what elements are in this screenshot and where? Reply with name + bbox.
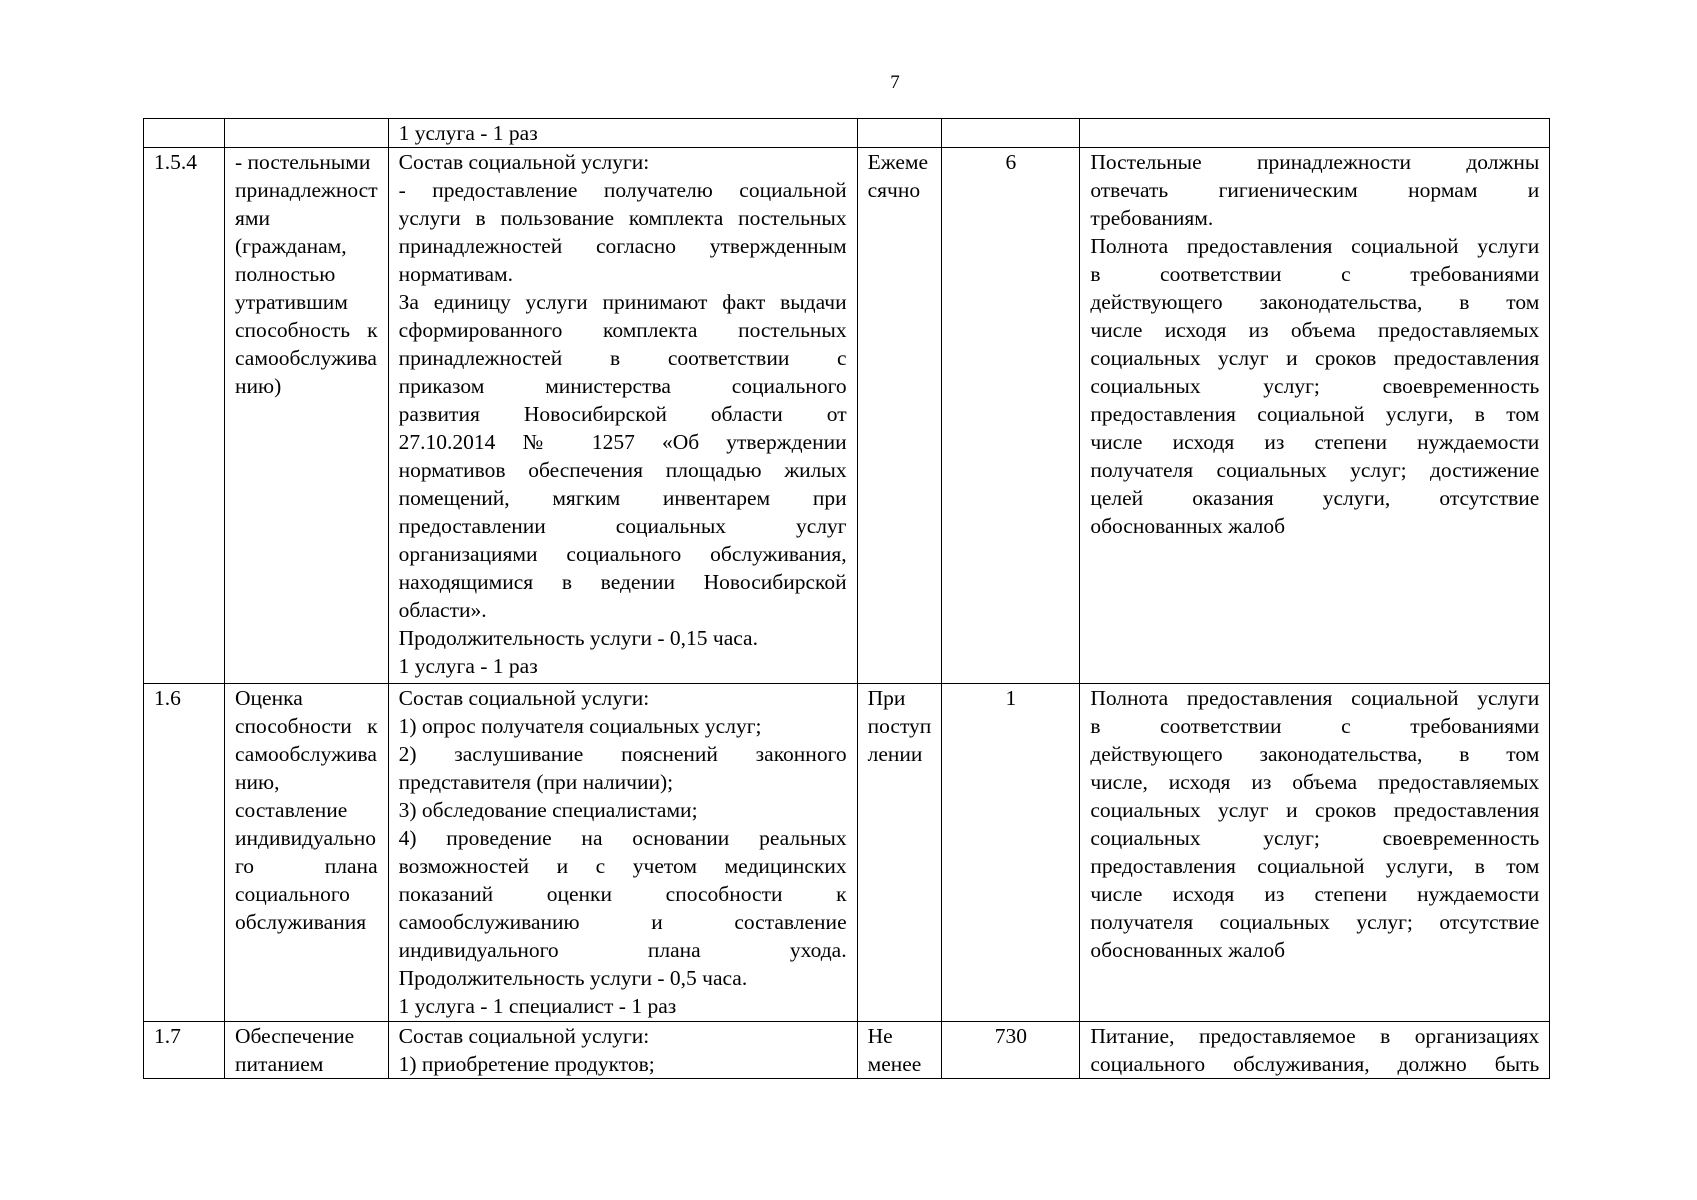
description-line: нормативов обеспечения площадью жилых: [398, 458, 847, 482]
description-line: Состав социальной услуги:: [398, 1024, 650, 1048]
description-line: За единицу услуги принимают факт выдачи: [398, 290, 847, 314]
description-line: 1) приобретение продуктов;: [398, 1052, 655, 1076]
name-line: социального: [235, 882, 350, 906]
service-description-cell: [388, 148, 857, 684]
criteria-line: социального обслуживания, должно быть: [1090, 1052, 1540, 1076]
frequency-line: Ежеме: [867, 150, 929, 174]
description-line: 1 услуга - 1 специалист - 1 раз: [398, 994, 677, 1018]
table-row: [144, 119, 1550, 148]
service-number-cell: 1.6: [144, 684, 225, 1022]
service-count-cell: 730: [942, 1022, 1080, 1079]
description-line: развития Новосибирской области от: [398, 402, 847, 426]
name-line: способность к: [235, 318, 378, 342]
service-name-cell: [225, 684, 389, 1022]
criteria-line: требованиям.: [1090, 206, 1214, 230]
criteria-line: числе исходя из объема предоставляемых: [1090, 318, 1540, 342]
frequency-line: поступ: [867, 714, 932, 738]
table-row: [144, 1022, 1550, 1079]
description-line: самообслуживанию и составление: [398, 910, 847, 934]
description-line: индивидуального плана ухода.: [398, 938, 847, 962]
description-line: - предоставление получателю социальной: [398, 178, 847, 202]
service-frequency-cell: [857, 119, 942, 148]
criteria-line: получателя социальных услуг; отсутствие: [1090, 910, 1540, 934]
name-line: принадлежност: [235, 178, 378, 202]
frequency-line: При: [867, 686, 906, 710]
criteria-line: Постельные принадлежности должны: [1090, 150, 1540, 174]
name-line: питанием: [235, 1052, 324, 1076]
criteria-line: получателя социальных услуг; достижение: [1090, 458, 1540, 482]
description-line: сформированного комплекта постельных: [398, 318, 847, 342]
service-number-cell: 1.7: [144, 1022, 225, 1079]
service-count-cell: 6: [942, 148, 1080, 684]
criteria-line: числе исходя из степени нуждаемости: [1090, 882, 1540, 906]
criteria-line: отвечать гигиеническим нормам и: [1090, 178, 1540, 202]
criteria-line: социальных услуг; своевременность: [1090, 826, 1540, 850]
service-criteria-cell: [1080, 119, 1550, 148]
page-number: 7: [890, 72, 900, 93]
description-line: нормативам.: [398, 262, 514, 286]
criteria-line: целей оказания услуги, отсутствие: [1090, 486, 1540, 510]
description-line: показаний оценки способности к: [398, 882, 847, 906]
name-line: Обеспечение: [235, 1024, 355, 1048]
description-line: 3) обследование специалистами;: [398, 798, 698, 822]
name-line: го плана: [235, 854, 378, 878]
service-number-cell: 1.5.4: [144, 148, 225, 684]
criteria-line: предоставления социальной услуги, в том: [1090, 402, 1540, 426]
service-frequency-cell: [857, 148, 942, 684]
description-line: организациями социального обслуживания,: [398, 542, 847, 566]
service-number-cell: [144, 119, 225, 148]
description-line: Состав социальной услуги:: [398, 150, 650, 174]
description-line: возможностей и с учетом медицинских: [398, 854, 847, 878]
service-description-cell: [388, 684, 857, 1022]
name-line: самообслужива: [235, 742, 377, 766]
criteria-line: в соответствии с требованиями: [1090, 262, 1540, 286]
service-description-cell: [388, 1022, 857, 1079]
criteria-line: социальных услуг и сроков предоставления: [1090, 798, 1540, 822]
service-criteria-cell: [1080, 148, 1550, 684]
description-line: принадлежностей согласно утвержденным: [398, 234, 847, 258]
criteria-line: в соответствии с требованиями: [1090, 714, 1540, 738]
criteria-line: Полнота предоставления социальной услуги: [1090, 234, 1540, 258]
name-line: способности к: [235, 714, 378, 738]
name-line: составление: [235, 798, 348, 822]
description-line: находящимися в ведении Новосибирской: [398, 570, 847, 594]
description-line: услуги в пользование комплекта постельных: [398, 206, 847, 230]
name-line: полностью: [235, 262, 336, 286]
services-table: [143, 118, 1550, 1079]
services-table-body: [144, 119, 1550, 1079]
description-line: принадлежностей в соответствии с: [398, 346, 847, 370]
service-frequency-cell: [857, 1022, 942, 1079]
frequency-line: Не: [867, 1024, 893, 1048]
criteria-line: обоснованных жалоб: [1090, 938, 1286, 962]
service-criteria-cell: [1080, 684, 1550, 1022]
criteria-line: действующего законодательства, в том: [1090, 742, 1540, 766]
criteria-line: действующего законодательства, в том: [1090, 290, 1540, 314]
frequency-line: менее: [867, 1052, 922, 1076]
description-line: 27.10.2014 № 1257 «Об утверждении: [398, 430, 847, 454]
name-line: (гражданам,: [235, 234, 347, 258]
description-line: помещений, мягким инвентарем при: [398, 486, 847, 510]
description-line: области».: [398, 598, 487, 622]
description-line: представителя (при наличии);: [398, 770, 674, 794]
description-line: 1 услуга - 1 раз: [398, 654, 538, 678]
criteria-line: числе, исходя из объема предоставляемых: [1090, 770, 1540, 794]
name-line: ями: [235, 206, 271, 230]
description-line: Продолжительность услуги - 0,5 часа.: [398, 966, 748, 990]
name-line: самообслужива: [235, 346, 377, 370]
frequency-line: сячно: [867, 178, 921, 202]
name-line: утратившим: [235, 290, 348, 314]
service-count-cell: 1: [942, 684, 1080, 1022]
description-line: приказом министерства социального: [398, 374, 847, 398]
criteria-line: Питание, предоставляемое в организациях: [1090, 1024, 1540, 1048]
criteria-line: Полнота предоставления социальной услуги: [1090, 686, 1540, 710]
table-row: [144, 148, 1550, 684]
criteria-line: обоснованных жалоб: [1090, 514, 1286, 538]
service-name-cell: [225, 119, 389, 148]
frequency-line: лении: [867, 742, 923, 766]
service-count-cell: [942, 119, 1080, 148]
service-name-cell: [225, 1022, 389, 1079]
description-line: 2) заслушивание пояснений законного: [398, 742, 847, 766]
service-frequency-cell: [857, 684, 942, 1022]
name-line: индивидуально: [235, 826, 377, 850]
description-line: 4) проведение на основании реальных: [398, 826, 847, 850]
criteria-line: социальных услуг и сроков предоставления: [1090, 346, 1540, 370]
description-line: предоставлении социальных услуг: [398, 514, 847, 538]
service-description-cell: [388, 119, 857, 148]
criteria-line: предоставления социальной услуги, в том: [1090, 854, 1540, 878]
description-line: Продолжительность услуги - 0,15 часа.: [398, 626, 758, 650]
description-line: 1) опрос получателя социальных услуг;: [398, 714, 762, 738]
service-criteria-cell: [1080, 1022, 1550, 1079]
name-line: - постельными: [235, 150, 371, 174]
service-name-cell: [225, 148, 389, 684]
name-line: нию,: [235, 770, 280, 794]
name-line: Оценка: [235, 686, 303, 710]
table-row: [144, 684, 1550, 1022]
description-line: 1 услуга - 1 раз: [398, 121, 538, 145]
criteria-line: социальных услуг; своевременность: [1090, 374, 1540, 398]
criteria-line: числе исходя из степени нуждаемости: [1090, 430, 1540, 454]
description-line: Состав социальной услуги:: [398, 686, 650, 710]
name-line: нию): [235, 374, 282, 398]
name-line: обслуживания: [235, 910, 367, 934]
